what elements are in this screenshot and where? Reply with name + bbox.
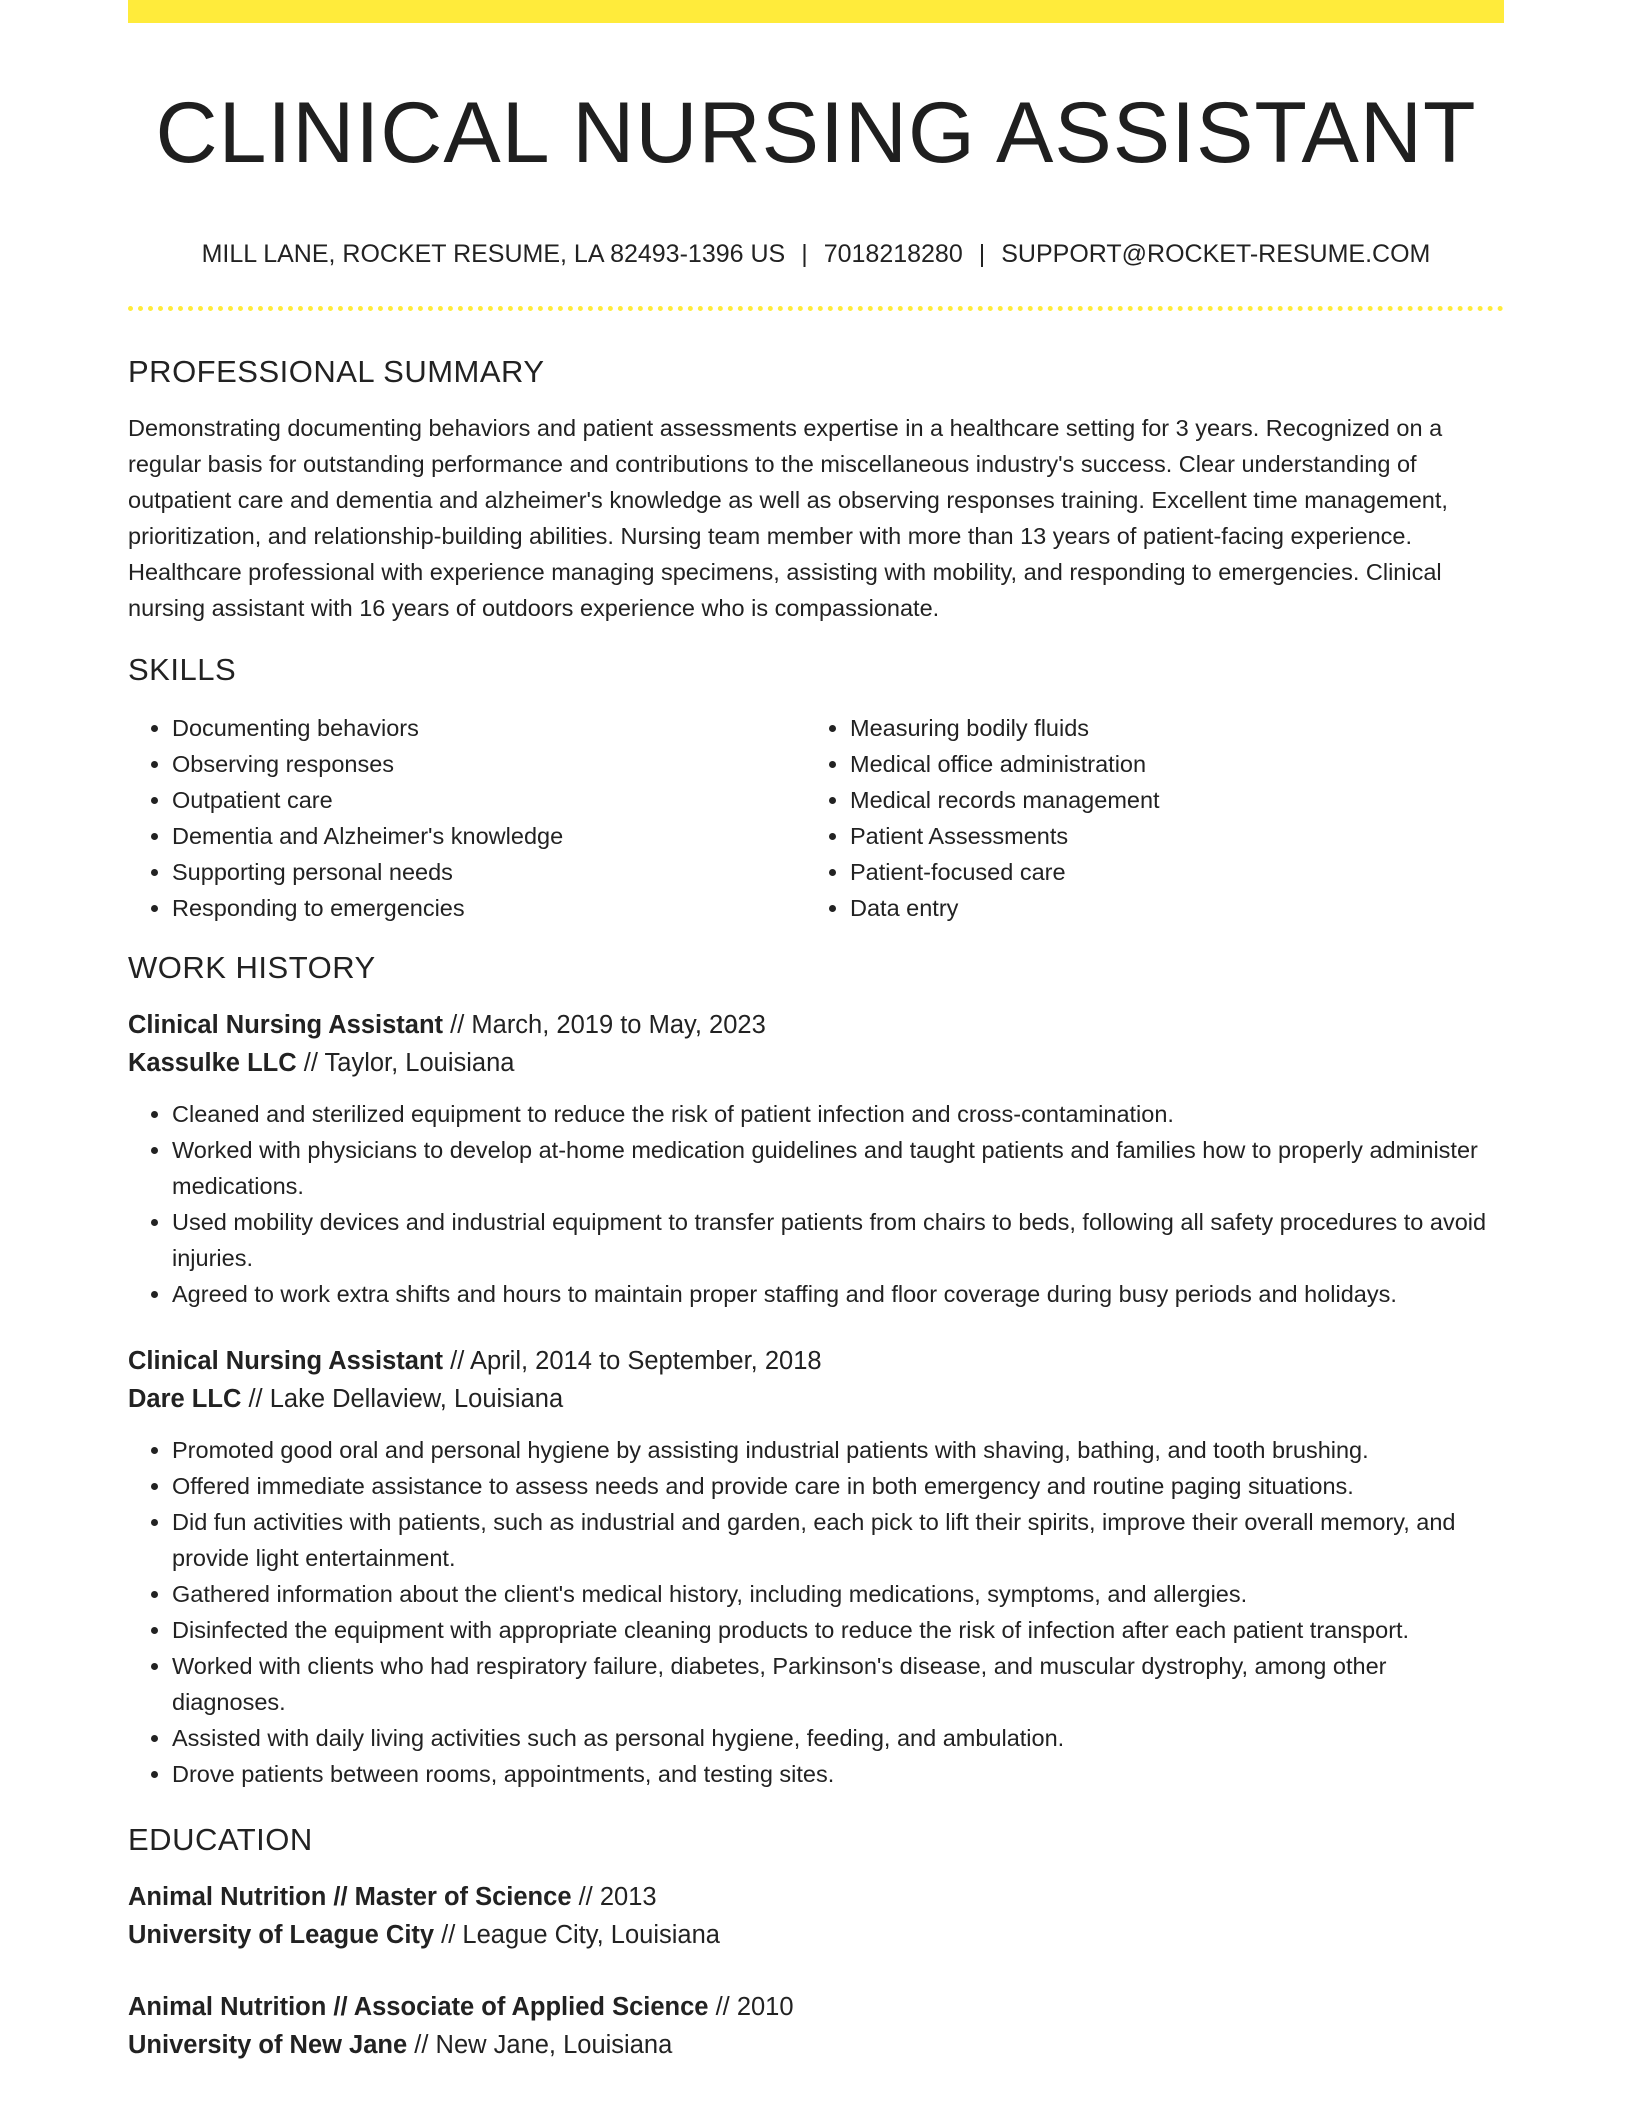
skills-right-list — [806, 710, 1484, 926]
job-company: Kassulke LLC — [128, 1049, 297, 1077]
education-degree-line — [128, 1878, 1504, 1916]
job-bullet: • Used mobility devices and industrial equipment to transfer patients from chairs to beds, following all safety procedures to avoid injuries. — [172, 1204, 1504, 1276]
education-heading: EDUCATION — [128, 1822, 313, 1857]
skills-heading: SKILLS — [128, 652, 237, 687]
education-entry — [128, 1878, 1504, 1954]
job-title-line — [128, 1342, 1504, 1380]
skills-columns — [128, 710, 1504, 926]
education-school: University of New Jane — [128, 2031, 408, 2059]
job-bullet: • Worked with physicians to develop at-home medication guidelines and taught patients and families how to properly administer medications. — [172, 1132, 1504, 1204]
job-title: Clinical Nursing Assistant — [128, 1347, 444, 1375]
education-location: // New Jane, Louisiana — [414, 2031, 673, 2059]
job-company-line — [128, 1380, 1504, 1418]
contact-separator: | — [801, 240, 808, 268]
job-bullet: • Promoted good oral and personal hygiene by assisting industrial patients with shaving, bathing, and tooth brushing. — [172, 1432, 1504, 1468]
contact-separator: | — [978, 240, 986, 268]
skill-item: • Dementia and Alzheimer's knowledge — [172, 818, 806, 854]
skills-left-list — [128, 710, 806, 926]
resume-content — [128, 350, 1504, 2064]
job-entry — [128, 1342, 1504, 1792]
job-bullet: • Did fun activities with patients, such as industrial and garden, each pick to lift their spirits, improve their overall memory, and provide light entertainment. — [172, 1504, 1504, 1576]
job-location: // Taylor, Louisiana — [303, 1049, 515, 1077]
education-school-line — [128, 2026, 1504, 2064]
education-degree: Animal Nutrition // Master of Science — [128, 1883, 572, 1911]
skill-item: • Patient-focused care — [850, 854, 1484, 890]
education-school: University of League City — [128, 1921, 435, 1949]
job-dates: // March, 2019 to May, 2023 — [450, 1011, 766, 1039]
job-bullet: • Cleaned and sterilized equipment to reduce the risk of patient infection and cross-contamination. — [172, 1096, 1504, 1132]
skill-item: • Medical office administration — [850, 746, 1484, 782]
job-bullet: • Gathered information about the client's medical history, including medications, symptoms, and allergies. — [172, 1576, 1504, 1612]
summary-text: Demonstrating documenting behaviors and patient assessments expertise in a healthcare setting for 3 years. Recognized on a regular basis for outstanding performance and contributions to the miscellaneous industry's success. Clear understanding of outpatient care and dementia and alzheimer's knowledge as well as observing responses training. Excellent time management, prioritization, and relationship-building abilities. Nursing team member with more than 13 years of patient-facing experience. Healthcare professional with experience managing specimens, assisting with mobility, and responding to emergencies. Clinical nursing assistant with 16 years of outdoors experience who is compassionate. — [128, 415, 1448, 621]
job-location: // Lake Dellaview, Louisiana — [248, 1385, 564, 1413]
job-dates: // April, 2014 to September, 2018 — [450, 1347, 822, 1375]
contact-address: MILL LANE, ROCKET RESUME, LA 82493-1396 US — [201, 240, 786, 268]
job-bullet: • Drove patients between rooms, appointments, and testing sites. — [172, 1756, 1504, 1792]
job-entry — [128, 1006, 1504, 1312]
job-title: Clinical Nursing Assistant — [128, 1011, 444, 1039]
education-degree: Animal Nutrition // Associate of Applied Science — [128, 1993, 709, 2021]
skill-item: • Measuring bodily fluids — [850, 710, 1484, 746]
skill-item: • Patient Assessments — [850, 818, 1484, 854]
education-school-line — [128, 1916, 1504, 1954]
education-entry — [128, 1988, 1504, 2064]
dotted-divider — [128, 306, 1504, 311]
job-bullet: • Offered immediate assistance to assess needs and provide care in both emergency and routine paging situations. — [172, 1468, 1504, 1504]
job-bullet: • Worked with clients who had respiratory failure, diabetes, Parkinson's disease, and muscular dystrophy, among other diagnoses. — [172, 1648, 1504, 1720]
job-company: Dare LLC — [128, 1385, 242, 1413]
job-bullets — [128, 1432, 1504, 1792]
job-company-line — [128, 1044, 1504, 1082]
education-degree-line — [128, 1988, 1504, 2026]
job-title-line — [128, 1006, 1504, 1044]
skill-item: • Data entry — [850, 890, 1484, 926]
accent-top-bar — [128, 0, 1504, 23]
contact-line — [128, 236, 1504, 272]
skill-item: • Observing responses — [172, 746, 806, 782]
summary-heading: PROFESSIONAL SUMMARY — [128, 354, 545, 389]
resume-name: CLINICAL NURSING ASSISTANT — [155, 85, 1477, 181]
job-bullet: • Assisted with daily living activities such as personal hygiene, feeding, and ambulation. — [172, 1720, 1504, 1756]
contact-phone: 7018218280 — [823, 240, 963, 268]
education-year: // 2010 — [715, 1993, 794, 2021]
work-heading: WORK HISTORY — [128, 950, 376, 985]
education-location: // League City, Louisiana — [441, 1921, 720, 1949]
skill-item: • Documenting behaviors — [172, 710, 806, 746]
skill-item: • Supporting personal needs — [172, 854, 806, 890]
education-year: // 2013 — [578, 1883, 657, 1911]
job-bullet: • Disinfected the equipment with appropriate cleaning products to reduce the risk of infection after each patient transport. — [172, 1612, 1504, 1648]
skill-item: • Outpatient care — [172, 782, 806, 818]
skill-item: • Medical records management — [850, 782, 1484, 818]
contact-email: SUPPORT@ROCKET-RESUME.COM — [1001, 240, 1431, 268]
job-bullet: • Agreed to work extra shifts and hours to maintain proper staffing and floor coverage during busy periods and holidays. — [172, 1276, 1504, 1312]
skill-item: • Responding to emergencies — [172, 890, 806, 926]
job-bullets — [128, 1096, 1504, 1312]
